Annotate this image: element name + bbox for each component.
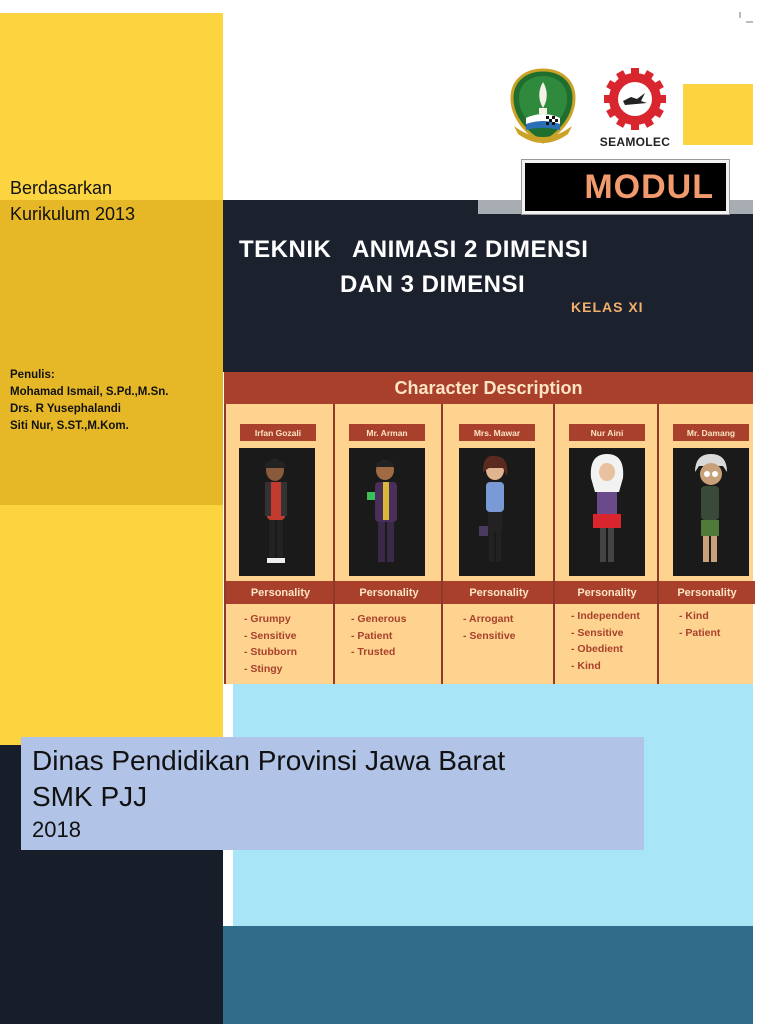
character-figure-icon <box>673 448 749 576</box>
personality-label: Personality <box>443 581 555 604</box>
trait-item: - Stingy <box>244 662 283 675</box>
authors-block <box>10 367 168 435</box>
character-description-panel <box>224 372 753 684</box>
trait-item: - Trusted <box>351 646 396 658</box>
character-name: Mrs. Mawar <box>459 424 535 441</box>
title-line-2: DAN 3 DIMENSI <box>340 271 526 298</box>
author-name: Siti Nur, S.ST.,M.Kom. <box>10 420 129 432</box>
title-line-1: TEKNIK ANIMASI 2 DIMENSI <box>239 236 589 263</box>
personality-label: Personality <box>659 581 755 604</box>
trait-item: - Sensitive <box>244 629 297 642</box>
trait-item: - Kind <box>571 659 601 672</box>
teal-block <box>223 926 753 1024</box>
jawa-barat-emblem-icon <box>508 68 578 144</box>
corner-mark-icon <box>738 10 754 24</box>
author-name: Drs. R Yusephalandi <box>10 403 121 415</box>
character-figure-icon <box>239 448 315 576</box>
seamolec-gear-icon <box>596 68 674 130</box>
trait-item: - Sensitive <box>571 626 624 639</box>
character-card <box>333 404 441 684</box>
author-name: Mohamad Ismail, S.Pd.,M.Sn. <box>10 386 169 398</box>
character-figure-icon <box>349 448 425 576</box>
trait-list <box>679 608 720 641</box>
character-portrait <box>459 448 535 576</box>
character-figure-icon <box>569 448 645 576</box>
character-portrait <box>569 448 645 576</box>
modul-badge <box>522 160 729 214</box>
character-card <box>224 404 333 684</box>
curriculum-line-1: Berdasarkan <box>10 178 113 198</box>
trait-item: - Stubborn <box>244 646 298 658</box>
trait-item: - Grumpy <box>244 613 291 625</box>
personality-label: Personality <box>555 581 659 604</box>
character-name: Mr. Damang <box>673 424 749 441</box>
yellow-block-bottom <box>0 505 223 745</box>
character-portrait <box>349 448 425 576</box>
seamolec-logo <box>596 68 674 148</box>
curriculum-note <box>10 175 135 227</box>
personality-label: Personality <box>226 581 335 604</box>
publisher-org: Dinas Pendidikan Provinsi Jawa Barat <box>32 745 506 776</box>
seamolec-label: SEAMOLEC <box>599 135 671 149</box>
character-portrait <box>673 448 749 576</box>
character-card <box>657 404 753 684</box>
authors-label: Penulis: <box>10 369 55 381</box>
character-name: Mr. Arman <box>349 424 425 441</box>
trait-item: - Sensitive <box>463 629 516 642</box>
yellow-block-top <box>0 13 223 200</box>
character-panel-title: Character Description <box>394 377 583 398</box>
trait-item: - Kind <box>679 610 709 622</box>
mustard-block <box>0 200 223 505</box>
character-name: Irfan Gozali <box>240 424 316 441</box>
trait-item: - Arrogant <box>463 613 514 625</box>
modul-label: MODUL <box>584 167 714 206</box>
grade-label: KELAS XI <box>571 299 644 315</box>
trait-item: - Patient <box>679 626 721 639</box>
trait-item: - Independent <box>571 610 640 622</box>
character-card <box>441 404 553 684</box>
trait-list <box>463 611 516 644</box>
character-card <box>553 404 657 684</box>
character-panel-header <box>224 372 753 404</box>
character-portrait <box>239 448 315 576</box>
trait-list <box>571 608 640 674</box>
trait-list <box>244 611 297 677</box>
publisher-box <box>21 737 644 850</box>
curriculum-line-2: Kurikulum 2013 <box>10 204 136 224</box>
trait-list <box>351 611 406 661</box>
trait-item: - Patient <box>351 629 393 642</box>
publisher-school: SMK PJJ <box>32 781 148 812</box>
trait-item: - Obedient <box>571 643 623 655</box>
character-name: Nur Aini <box>569 424 645 441</box>
trait-item: - Generous <box>351 613 407 625</box>
publication-year: 2018 <box>32 817 81 842</box>
yellow-square <box>683 84 753 145</box>
personality-label: Personality <box>335 581 443 604</box>
character-figure-icon <box>459 448 535 576</box>
